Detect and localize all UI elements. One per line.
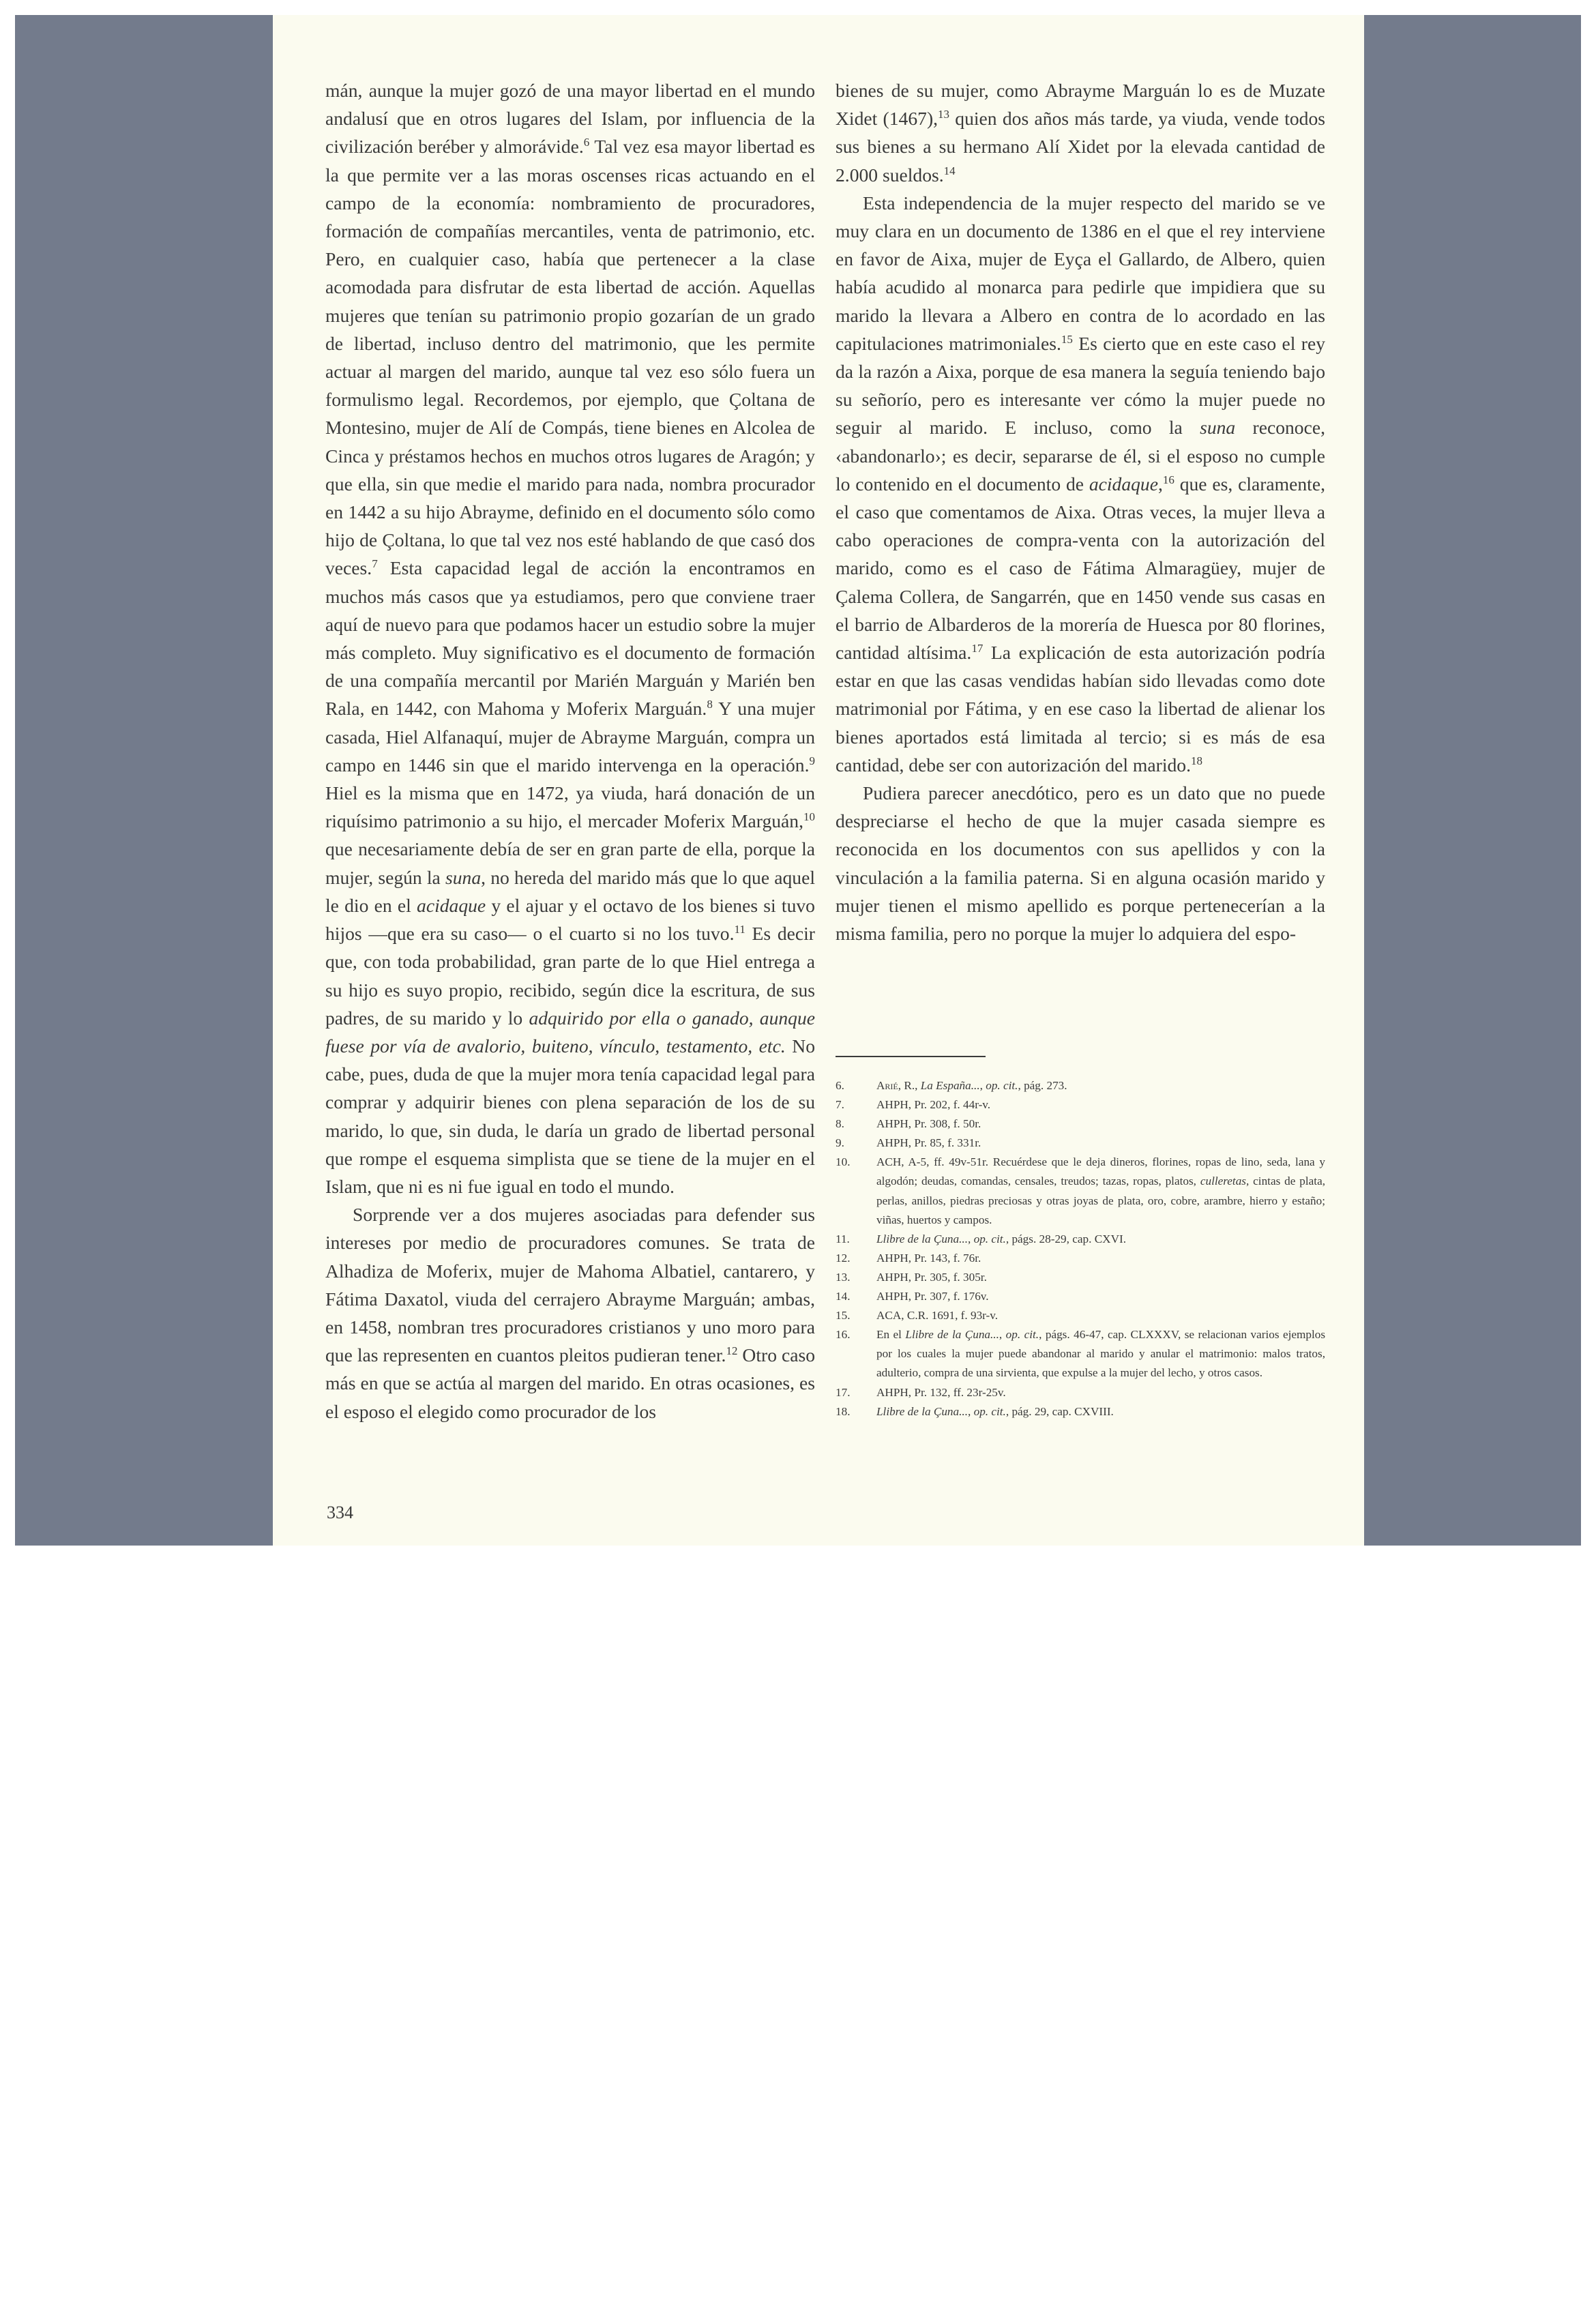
footnote-text: ACH, A-5, ff. 49v-51r. Recuérdese que le deja dineros, florines, ropas de lino, seda, lana y algodón; deudas, comandas, censales, treudos; tazas, ropas, platos, culleretas, cintas de plata, perlas, anillos, piedras preciosas y otras joyas de plata, oro, cobre, arambre, hierro y estaño; viñas, huertos y campos. <box>876 1155 1325 1226</box>
footnote-number: 6. <box>836 1079 844 1092</box>
right-column-paragraph: Esta independencia de la mujer respecto del marido se ve muy clara en un documento de 1386 en el que el rey interviene en favor de Aixa, mujer de Eyça el Gallardo, de Albero, quien había acudido al monarca para pedirle que impidiera que su marido la llevara a Albero en contra de lo acordado en las capitulaciones matrimoniales.$^{15}$ Es cierto que en este caso el rey da la razón a Aixa, porque de esa manera la seguía teniendo bajo su señorío, pero es interesante ver cómo la mujer puede no seguir al marido. E incluso, como la suna reconoce, ‹abandonarlo›; es decir, separarse de él, si el esposo no cumple lo contenido en el documento de acidaque,$^{16}$ que es, claramente, el caso que comentamos de Aixa. Otras veces, la mujer lleva a cabo operaciones de compra-venta con la autorización del marido, como es el caso de Fátima Almaragüey, mujer de Çalema Collera, de Sangarrén, que en 1450 vende sus casas en el barrio de Albarderos de la morería de Huesca por 80 florines, cantidad altísima.$^{17}$ La explicación de esta autorización podría estar en que las casas vendidas habían sido llevadas como dote matrimonial por Fátima, y en ese caso la libertad de alienar los bienes aportados está limitada al tercio; si es más de esa cantidad, debe ser con autorización del marido.$^{18}$ <box>836 192 1325 776</box>
footnote-number: 10. <box>836 1155 851 1169</box>
footnote-text: AHPH, Pr. 308, f. 50r. <box>876 1117 981 1131</box>
footnote-number: 13. <box>836 1270 851 1284</box>
footnote <box>836 1383 1325 1402</box>
footnote <box>836 1287 1325 1306</box>
footnote-text: En el Llibre de la Çuna..., op. cit., págs. 46-47, cap. CLXXXV, se relacionan varios ejemplos por los cuales la mujer puede abandonar al marido y anular el matrimonio: malos tratos, adulterio, compra de una sirvienta, que expulse a la mujer del lecho, y otros casos. <box>876 1328 1326 1380</box>
footnote-number: 17. <box>836 1385 851 1399</box>
left-column-paragraph: mán, aunque la mujer gozó de una mayor libertad en el mundo andalusí que en otros lugares del Islam, por influencia de la civilización beréber y almorávide.$^6$ Tal vez esa mayor libertad es la que permite ver a las moras oscenses ricas actuando en el campo de la economía: nombramiento de procuradores, formación de compañías mercantiles, venta de patrimonio, etc. Pero, en cualquier caso, había que pertenecer a la clase acomodada para disfrutar de esta libertad de acción. Aquellas mujeres que tenían su patrimonio propio gozarían de un grado de libertad, incluso dentro del matrimonio, que les permite actuar al margen del marido, aunque tal vez eso sólo fuera un formulismo legal. Recordemos, por ejemplo, que Çoltana de Montesino, mujer de Alí de Compás, tiene bienes en Alcolea de Cinca y préstamos hechos en muchos otros lugares de Aragón; y que ella, sin que medie el marido para nada, nombra procurador en 1442 a su hijo Abrayme, definido en el documento sólo como hijo de Çoltana, lo que tal vez nos esté hablando de que casó dos veces.$^7$ Esta capacidad legal de acción la encontramos en muchos más casos que ya estudiamos, pero que conviene traer aquí de nuevo para que podamos hacer un estudio sobre la mujer más completo. Muy significativo es el documento de formación de una compañía mercantil por Marién Marguán y Marién ben Rala, en 1442, con Mahoma y Moferix Marguán.$^8$ Y una mujer casada, Hiel Alfanaquí, mujer de Abrayme Marguán, compra un campo en 1446 sin que el marido intervenga en la operación.$^9$ Hiel es la misma que en 1472, ya viuda, hará donación de un riquísimo patrimonio a su hijo, el mercader Moferix Marguán,$^{10}$ que necesariamente debía de ser en gran parte de ella, porque la mujer, según la suna, no hereda del marido más que lo que aquel le dio en el acidaque y el ajuar y el octavo de los bienes si tuvo hijos —que era su caso— o el cuarto si no los tuvo.$^{11}$ Es decir que, con toda probabilidad, gran parte de lo que Hiel entrega a su hijo es suyo propio, recibido, según dice la escritura, de sus padres, de su marido y lo adquirido por ella o ganado, aunque fuese por vía de avalorio, buiteno, vínculo, testamento, etc. No cabe, pues, duda de que la mujer mora tenía capacidad legal para comprar y adquirir bienes con plena separación de los de su marido, lo que, sin duda, le daría un grado de libertad personal que rompe el esquema simplista que se tiene de la mujer en el Islam, que ni es ni fue igual en todo el mundo. <box>325 80 816 1197</box>
left-column <box>325 76 815 1426</box>
footnote <box>836 1306 1325 1325</box>
footnote <box>836 1095 1325 1114</box>
footnote-text: AHPH, Pr. 305, f. 305r. <box>876 1270 987 1284</box>
footnote-text: ACA, C.R. 1691, f. 93r-v. <box>876 1309 999 1323</box>
footnote-number: 14. <box>836 1290 851 1303</box>
footnote-number: 8. <box>836 1117 844 1131</box>
footnote <box>836 1402 1325 1421</box>
footnote <box>836 1325 1325 1383</box>
footnotes <box>836 1076 1325 1421</box>
right-column-paragraph: bienes de su mujer, como Abrayme Marguán lo es de Muzate Xidet (1467),$^{13}$ quien dos años más tarde, ya viuda, vende todos sus bienes a su hermano Alí Xidet por la elevada cantidad de 2.000 sueldos.$^{14}$ <box>836 80 1325 186</box>
footnote-number: 16. <box>836 1328 851 1342</box>
right-column <box>836 76 1325 947</box>
footnote-text: AHPH, Pr. 307, f. 176v. <box>876 1290 989 1303</box>
footnote <box>836 1114 1325 1134</box>
footnote-text: Llibre de la Çuna..., op. cit., págs. 28-29, cap. CXVI. <box>876 1232 1126 1245</box>
footnote-text: AHPH, Pr. 143, f. 76r. <box>876 1251 981 1265</box>
footnote <box>836 1230 1325 1249</box>
footnote-number: 7. <box>836 1098 844 1112</box>
right-column-paragraph: Pudiera parecer anecdótico, pero es un dato que no puede despreciarse el hecho de que la mujer casada siempre es reconocida en los documentos con sus apellidos y con la vinculación a la familia paterna. Si en alguna ocasión marido y mujer tienen el mismo apellido es porque pertenecerían a la misma familia, pero no porque la mujer lo adquiera del espo- <box>836 782 1325 945</box>
left-column-paragraph: Sorprende ver a dos mujeres asociadas para defender sus intereses por medio de procuradores comunes. Se trata de Alhadiza de Moferix, mujer de Mahoma Albatiel, cantarero, y Fátima Daxatol, viuda del cerrajero Abrayme Marguán; ambas, en 1458, nombran tres procuradores cristianos y uno moro para que las representen en cuantos pleitos pudieran tener.$^{12}$ Otro caso más en que se actúa al margen del marido. En otras ocasiones, es el esposo el elegido como procurador de los <box>325 1204 815 1422</box>
footnote-number: 18. <box>836 1404 851 1418</box>
book-page <box>273 15 1364 1546</box>
footnote-text: AHPH, Pr. 202, f. 44r-v. <box>876 1098 991 1112</box>
footnote <box>836 1249 1325 1268</box>
footnote-text: Arié, R., La España..., op. cit., pág. 273. <box>876 1079 1067 1092</box>
footnote <box>836 1153 1325 1229</box>
footnote-text: AHPH, Pr. 132, ff. 23r-25v. <box>876 1385 1006 1399</box>
footnote <box>836 1076 1325 1095</box>
footnote-number: 15. <box>836 1309 851 1323</box>
footnote-text: Llibre de la Çuna..., op. cit., pág. 29, cap. CXVIII. <box>876 1404 1114 1418</box>
page-number: 334 <box>327 1503 353 1522</box>
footnote-text: AHPH, Pr. 85, f. 331r. <box>876 1136 981 1150</box>
footnote <box>836 1268 1325 1287</box>
footnote-number: 12. <box>836 1251 851 1265</box>
footnote-divider <box>836 1056 986 1057</box>
footnote-number: 9. <box>836 1136 844 1150</box>
footnote <box>836 1134 1325 1153</box>
footnote-number: 11. <box>836 1232 850 1245</box>
